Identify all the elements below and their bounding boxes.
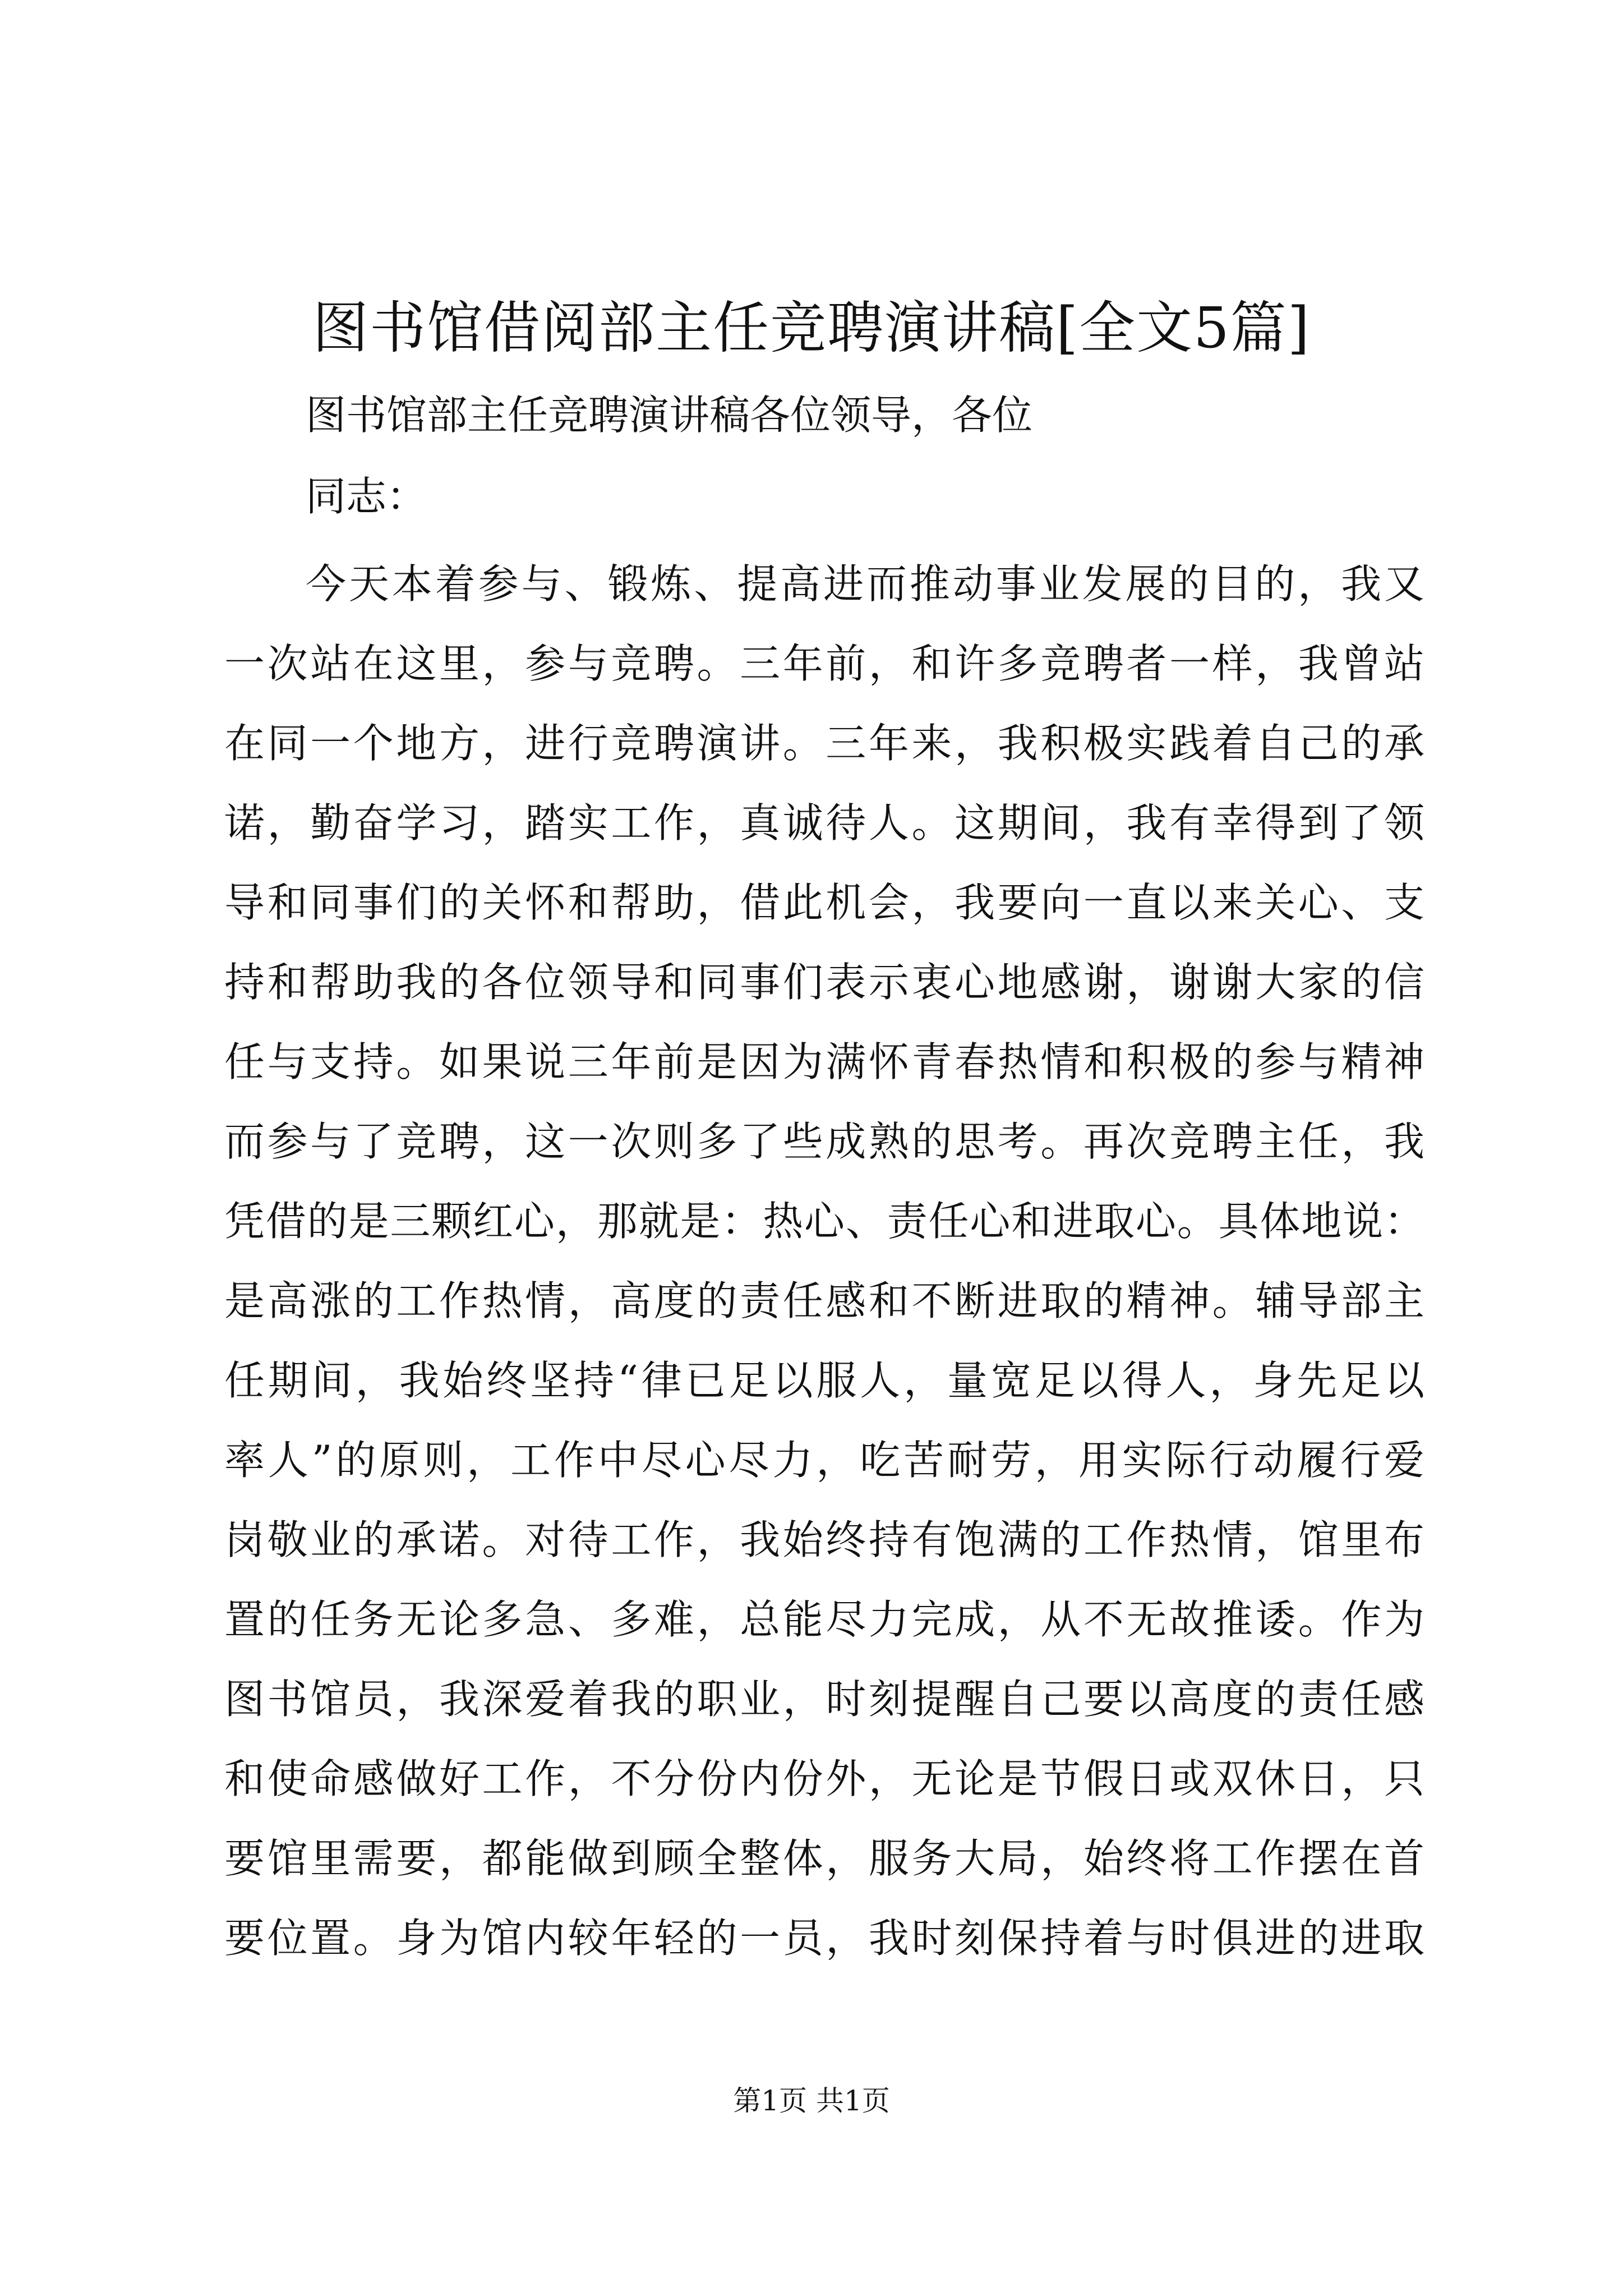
body-line: 和使命感做好工作，不分份内份外，无论是节假日或双休日，只: [224, 1755, 1424, 1802]
body-line: 是高涨的工作热情，高度的责任感和不断进取的精神。辅导部主: [224, 1277, 1424, 1324]
body-line: 任与支持。如果说三年前是因为满怀青春热情和积极的参与精神: [224, 1038, 1424, 1085]
body-line: 率人”的原则，工作中尽心尽力，吃苦耐劳，用实际行动履行爱: [224, 1437, 1424, 1484]
body-line: 今天本着参与、锻炼、提高进而推动事业发展的目的，我又: [306, 560, 1424, 608]
intro-line: 同志：: [306, 473, 427, 520]
body-line: 要位置。身为馆内较年轻的一员，我时刻保持着与时俱进的进取: [224, 1915, 1424, 1962]
body-text: [224, 544, 1424, 1978]
body-line: 要馆里需要，都能做到顾全整体，服务大局，始终将工作摆在首: [224, 1835, 1424, 1882]
body-line: 岗敬业的承诺。对待工作，我始终持有饱满的工作热情，馆里布: [224, 1516, 1424, 1563]
document-title: 图书馆借阅部主任竞聘演讲稿[全文5篇]: [312, 295, 1311, 361]
body-line: 图书馆员，我深爱着我的职业，时刻提醒自己要以高度的责任感: [224, 1676, 1424, 1723]
intro-line: 图书馆部主任竞聘演讲稿各位领导，各位: [306, 392, 1033, 439]
body-line: 导和同事们的关怀和帮助，借此机会，我要向一直以来关心、支: [224, 879, 1424, 926]
body-line: 持和帮助我的各位领导和同事们表示衷心地感谢，谢谢大家的信: [224, 959, 1424, 1006]
page-footer: 第1页 共1页: [733, 2085, 890, 2117]
body-line: 在同一个地方，进行竞聘演讲。三年来，我积极实践着自己的承: [224, 720, 1424, 767]
body-line: 诺，勤奋学习，踏实工作，真诚待人。这期间，我有幸得到了领: [224, 799, 1424, 846]
body-line: 而参与了竞聘，这一次则多了些成熟的思考。再次竞聘主任，我: [224, 1118, 1424, 1165]
body-line: 凭借的是三颗红心，那就是：热心、责任心和进取心。具体地说：: [224, 1198, 1424, 1245]
body-line: 置的任务无论多急、多难，总能尽力完成，从不无故推诿。作为: [224, 1596, 1424, 1643]
body-line: 一次站在这里，参与竞聘。三年前，和许多竞聘者一样，我曾站: [224, 640, 1424, 687]
body-line: 任期间，我始终坚持“律已足以服人，量宽足以得人，身先足以: [224, 1357, 1424, 1404]
